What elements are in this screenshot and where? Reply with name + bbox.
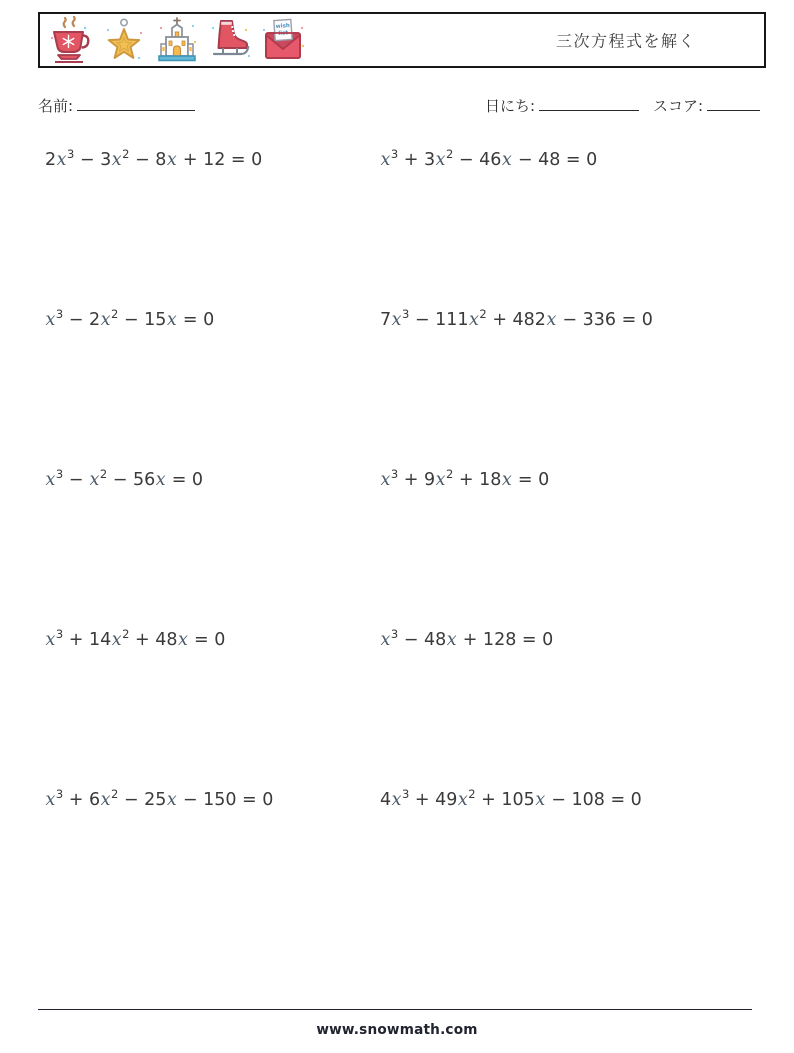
score-underline (707, 95, 760, 111)
name-underline (77, 95, 195, 111)
church-icon (153, 16, 201, 64)
wish-list-envelope-icon (259, 16, 307, 64)
equation-problem: $x^3 + 9x^2 + 18x = 0$ (380, 467, 550, 490)
date-underline (539, 95, 639, 111)
date-label: 日にち: (485, 97, 536, 115)
score-field (653, 95, 760, 116)
holiday-icon-row (47, 16, 307, 64)
name-label: 名前: (38, 97, 74, 115)
date-field (485, 95, 639, 116)
equation-problem: $x^3 - 2x^2 - 15x = 0$ (45, 307, 215, 330)
score-label: スコア: (653, 97, 704, 115)
footer-url: www.snowmath.com (316, 1022, 478, 1038)
equation-problem: $x^3 + 3x^2 - 46x - 48 = 0$ (380, 147, 598, 170)
equation-problem: $2x^3 - 3x^2 - 8x + 12 = 0$ (45, 147, 263, 170)
wish-note-line1: wish (275, 23, 291, 30)
footer-divider (38, 1009, 752, 1010)
star-ornament-icon (100, 16, 148, 64)
header (38, 12, 766, 68)
worksheet-title: 三次方程式を解く (556, 31, 697, 51)
equation-problem: $7x^3 - 111x^2 + 482x - 336 = 0$ (380, 307, 653, 330)
equation-problem: $x^3 - 48x + 128 = 0$ (380, 627, 554, 650)
equation-problem: $x^3 + 14x^2 + 48x = 0$ (45, 627, 226, 650)
equation-problem: $x^3 + 6x^2 - 25x - 150 = 0$ (45, 787, 274, 810)
ice-skate-icon (206, 16, 254, 64)
name-field (38, 95, 195, 116)
wish-note-line2: list (278, 30, 289, 37)
equation-problem: $4x^3 + 49x^2 + 105x - 108 = 0$ (380, 787, 642, 810)
wish-list-note (274, 19, 292, 40)
coffee-cup-icon (47, 16, 95, 64)
problems-grid (45, 147, 757, 950)
equation-problem: $x^3 - x^2 - 56x = 0$ (45, 467, 204, 490)
